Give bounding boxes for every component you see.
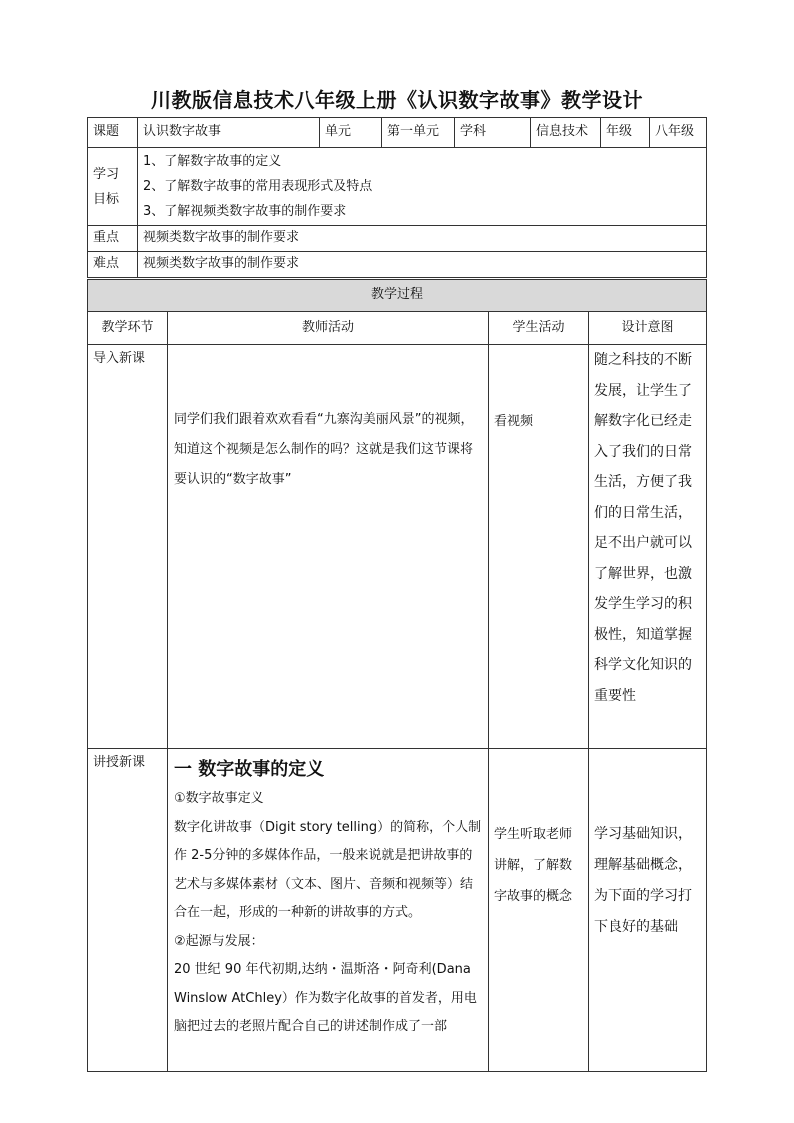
- grade-value: 八年级: [650, 118, 707, 148]
- new-lesson-design: [589, 749, 707, 1072]
- intro-design-text: 随之科技的不断发展，让学生了解数字化已经走入了我们的日常生活，方便了我们的日常生活，足不出户就可以了解世界，也激发学生学习的积极性，知道掌握科学文化知识的重要性: [594, 352, 692, 704]
- difficulty-label: 难点: [88, 252, 138, 278]
- document-title: 川教版信息技术八年级上册《认识数字故事》教学设计: [151, 88, 643, 112]
- intro-student: [489, 345, 589, 749]
- col-stage: 教学环节: [88, 312, 168, 345]
- new-lesson-student-text: 学生听取老师讲解，了解数字故事的概念: [494, 827, 573, 904]
- intro-stage: 导入新课: [88, 345, 168, 749]
- new-lesson-teacher: [168, 749, 489, 1072]
- objective-item: 2、了解数字故事的常用表现形式及特点: [143, 179, 373, 194]
- info-row-difficulty: [88, 252, 707, 278]
- process-header: 教学过程: [88, 280, 707, 312]
- new-lesson-stage: 讲授新课: [88, 749, 168, 1072]
- key-point-value: 视频类数字故事的制作要求: [138, 226, 707, 252]
- lesson-value: 认识数字故事: [138, 118, 320, 148]
- info-table: [87, 117, 707, 278]
- new-lesson-design-text: 学习基础知识，理解基础概念，为下面的学习打下良好的基础: [594, 826, 692, 935]
- new-lesson-row: [88, 749, 707, 1072]
- objectives-label: [88, 148, 138, 226]
- info-row-key-point: [88, 226, 707, 252]
- col-teacher: 教师活动: [168, 312, 489, 345]
- section-heading: 一 数字故事的定义: [174, 759, 325, 780]
- info-row-lesson: [88, 118, 707, 148]
- col-student: 学生活动: [489, 312, 589, 345]
- process-columns-row: [88, 312, 707, 345]
- intro-design: [589, 345, 707, 749]
- intro-student-text: 看视频: [494, 414, 534, 429]
- intro-teacher-text: 同学们我们跟着欢欢看看“九寨沟美丽风景”的视频，知道这个视频是怎么制作的吗？这就是我们这节课将要认识的“数字故事”: [174, 412, 474, 487]
- objective-item: 1、了解数字故事的定义: [143, 154, 282, 169]
- unit-label: 单元: [320, 118, 382, 148]
- key-point-label: 重点: [88, 226, 138, 252]
- objectives-label-line-1: 学习: [93, 166, 120, 182]
- objective-item: 3、了解视频类数字故事的制作要求: [143, 204, 347, 219]
- origin-paragraph: 20 世纪 90 年代初期,达纳・温斯洛・阿奇利(Dana Winslow AtChley）作为数字化故事的首发者，用电脑把过去的老照片配合自己的讲述制作成了一部: [174, 962, 477, 1034]
- objectives-list: [138, 148, 707, 226]
- process-table: [87, 279, 707, 1072]
- objectives-label-line-2: 目标: [93, 191, 120, 207]
- difficulty-value: 视频类数字故事的制作要求: [138, 252, 707, 278]
- intro-teacher: [168, 345, 489, 749]
- new-lesson-student: [489, 749, 589, 1072]
- subject-value: 信息技术: [531, 118, 601, 148]
- intro-row: [88, 345, 707, 749]
- subheading-definition: ①数字故事定义: [174, 791, 264, 806]
- subject-label: 学科: [455, 118, 531, 148]
- info-row-objectives: [88, 148, 707, 226]
- process-header-row: [88, 280, 707, 312]
- grade-label: 年级: [601, 118, 650, 148]
- lesson-label: 课题: [88, 118, 138, 148]
- col-design: 设计意图: [589, 312, 707, 345]
- subheading-origin: ②起源与发展：: [174, 933, 264, 949]
- definition-paragraph: 数字化讲故事（Digit story telling）的简称，个人制作 2-5分钟的多媒体作品，一般来说就是把讲故事的艺术与多媒体素材（文本、图片、音频和视频等）结合在一起，形成的一种新的讲故事的方式。: [174, 819, 482, 920]
- unit-value: 第一单元: [382, 118, 455, 148]
